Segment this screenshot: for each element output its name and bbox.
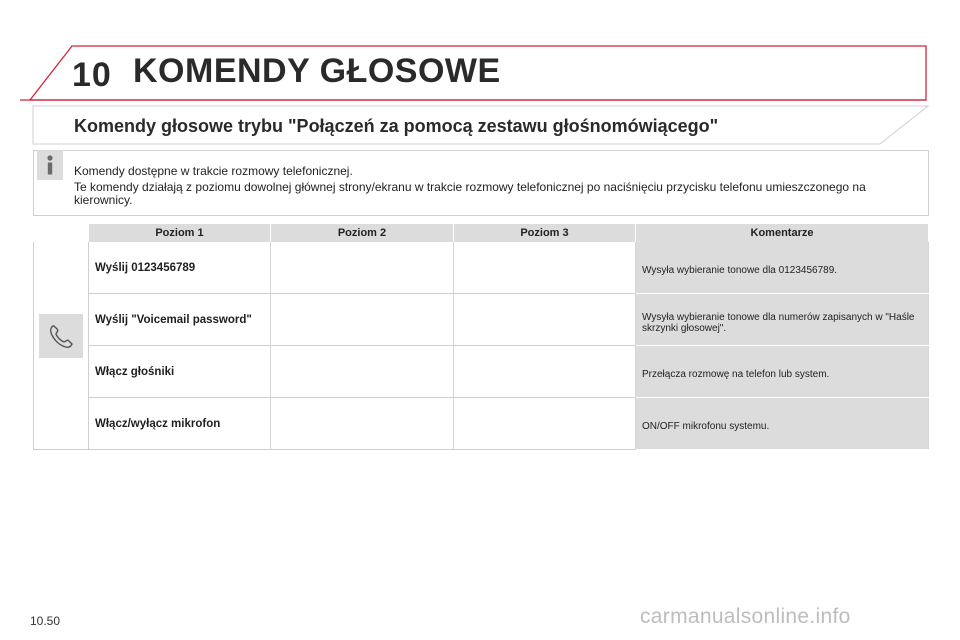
row-comment: Przełącza rozmowę na telefon lub system. [636,346,929,398]
table-header-level1: Poziom 1 [89,224,271,242]
table-header-blank [34,224,89,242]
table-header-level3: Poziom 3 [454,224,636,242]
row-level3 [454,294,636,346]
info-text-line1: Komendy dostępne w trakcie rozmowy telefonicznej. [74,164,353,178]
info-text-line2: Te komendy działają z poziomu dowolnej głównej strony/ekranu w trakcie rozmowy telefonicznej po naciśnięciu przycisku telefonu umieszczonego na kierownicy. [74,180,866,207]
section-title: Komendy głosowe trybu "Połączeń za pomocą zestawu głośnomówiącego" [74,116,719,136]
row-comment: Wysyła wybieranie tonowe dla numerów zapisanych w "Haśle skrzynki głosowej". [636,294,929,346]
info-icon [37,150,63,180]
row-level2 [271,242,454,294]
table-header-level2: Poziom 2 [271,224,454,242]
row-level3 [454,242,636,294]
table-header-comments: Komentarze [636,224,929,242]
row-level2 [271,346,454,398]
table-header-row [34,224,929,242]
row-level3 [454,398,636,450]
row-icon-cell [34,242,89,450]
watermark: carmanualsonline.info [640,605,851,628]
table-row [34,398,929,450]
row-comment: Wysyła wybieranie tonowe dla 0123456789. [636,242,929,294]
chapter-number: 10 [72,56,112,94]
row-level2 [271,398,454,450]
row-level3 [454,346,636,398]
table-row [34,242,929,294]
row-comment: ON/OFF mikrofonu systemu. [636,398,929,450]
row-level1: Wyślij "Voicemail password" [89,294,271,346]
phone-icon [39,314,83,358]
row-level1: Włącz głośniki [89,346,271,398]
row-level1: Włącz/wyłącz mikrofon [89,398,271,450]
chapter-title: KOMENDY GŁOSOWE [133,52,501,90]
row-level1: Wyślij 0123456789 [89,242,271,294]
table-row [34,346,929,398]
commands-table [33,224,928,432]
page-number: 10.50 [30,614,61,628]
row-level2 [271,294,454,346]
table-row [34,294,929,346]
